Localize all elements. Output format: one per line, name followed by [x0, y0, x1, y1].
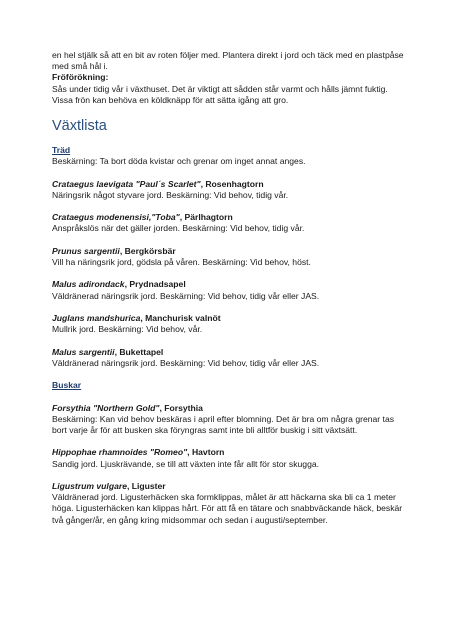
plant-name [52, 447, 412, 458]
plant-common-name: , Rosenhagtorn [200, 178, 264, 189]
plant-entry [52, 481, 412, 526]
plant-entry [52, 212, 412, 234]
plant-latin-name: Juglans mandshurica [52, 312, 141, 323]
froforokning-heading: Fröförökning: [52, 72, 109, 83]
plant-latin-name: Forsythia "Northern Gold" [52, 402, 160, 413]
plant-description: Näringsrik något styvare jord. Beskärning: Vid behov, tidig vår. [52, 189, 289, 200]
plant-description: Mullrik jord. Beskärning: Vid behov, vår. [52, 324, 203, 335]
plant-description: Anspråkslös när det gäller jorden. Beskärning: Vid behov, tidig vår. [52, 223, 305, 234]
plant-common-name: , Prydnadsapel [124, 279, 186, 290]
plant-latin-name: Hippophae rhamnoides "Romeo" [52, 447, 188, 458]
plant-common-name: , Havtorn [187, 447, 225, 458]
plant-entry [52, 403, 412, 437]
plant-latin-name: Malus sargentii [52, 346, 115, 357]
plant-name [52, 212, 412, 223]
plant-name [52, 246, 412, 257]
intro-line: med små hål i. [52, 61, 108, 72]
plant-common-name: , Bergkörsbär [119, 245, 176, 256]
plant-common-name: , Forsythia [159, 402, 203, 413]
section-intro-trad: Beskärning: Ta bort döda kvistar och grenar om inget annat anges. [52, 156, 306, 167]
section-title-buskar: Buskar [52, 380, 82, 391]
plant-entry [52, 447, 412, 469]
plant-entry [52, 179, 412, 201]
plant-description: höga. Ligusterhäcken kan klippas hårt. För att få en tätare och snabbväckande häck, beskär [52, 503, 403, 514]
plant-common-name: , Pärlhagtorn [179, 212, 233, 223]
plant-description: bort varje år för att busken ska föryngras samt inte bli alltför buskig i sitt växtsätt. [52, 424, 358, 435]
plant-description: Vill ha näringsrik jord, gödsla på våren. Beskärning: Vid behov, höst. [52, 257, 311, 267]
vaxtlista-heading: Växtlista [52, 118, 107, 135]
plant-description: Beskärning: Kan vid behov beskäras i april efter blomning. Det är bra om några grenar tas [52, 413, 395, 424]
plant-common-name: , Bukettapel [114, 346, 164, 357]
plant-latin-name: Crataegus modenensisi,"Toba" [52, 212, 180, 223]
froforokning-text: Vissa frön kan behöva en köldknäpp för att sätta igång att gro. [52, 94, 289, 105]
plant-name [52, 179, 412, 190]
plant-latin-name: Ligustrum vulgare [52, 480, 127, 491]
plant-latin-name: Crataegus laevigata "Paul´s Scarlet" [52, 178, 201, 189]
plant-entry [52, 313, 412, 335]
document-page [52, 50, 412, 537]
plant-name [52, 279, 412, 290]
plant-description: Väldränerad jord. Ligusterhäcken ska formklippas, målet är att häckarna ska bli ca 1 meter [52, 492, 396, 503]
plant-common-name: , Manchurisk valnöt [140, 312, 221, 323]
plant-entry [52, 347, 412, 369]
section-buskar [52, 380, 412, 526]
plant-entry [52, 279, 412, 301]
plant-description: Väldränerad näringsrik jord. Beskärning: Vid behov, tidig vår eller JAS. [52, 290, 320, 301]
plant-name [52, 403, 412, 414]
plant-latin-name: Prunus sargentii [52, 245, 120, 256]
plant-latin-name: Malus adirondack [52, 279, 125, 290]
froforokning-text: Sås under tidig vår i växthuset. Det är viktigt att sådden står varmt och hålls jämnt fuktig. [52, 83, 388, 94]
plant-entry [52, 246, 412, 268]
plant-name [52, 313, 412, 324]
plant-name [52, 481, 412, 492]
plant-description: två gånger/år, en gång kring midsommar och sedan i augusti/september. [52, 514, 328, 525]
plant-common-name: , Liguster [126, 480, 166, 491]
plant-description: Sandig jord. Ljuskrävande, se till att växten inte får allt för stor skugga. [52, 458, 320, 469]
section-trad [52, 145, 412, 369]
plant-name [52, 347, 412, 358]
section-title-trad: Träd [52, 145, 71, 156]
intro-line: en hel stjälk så att en bit av roten följer med. Plantera direkt i jord och täck med en plastpåse [52, 50, 404, 60]
plant-description: Väldränerad näringsrik jord. Beskärning: Vid behov, tidig vår eller JAS. [52, 357, 320, 368]
